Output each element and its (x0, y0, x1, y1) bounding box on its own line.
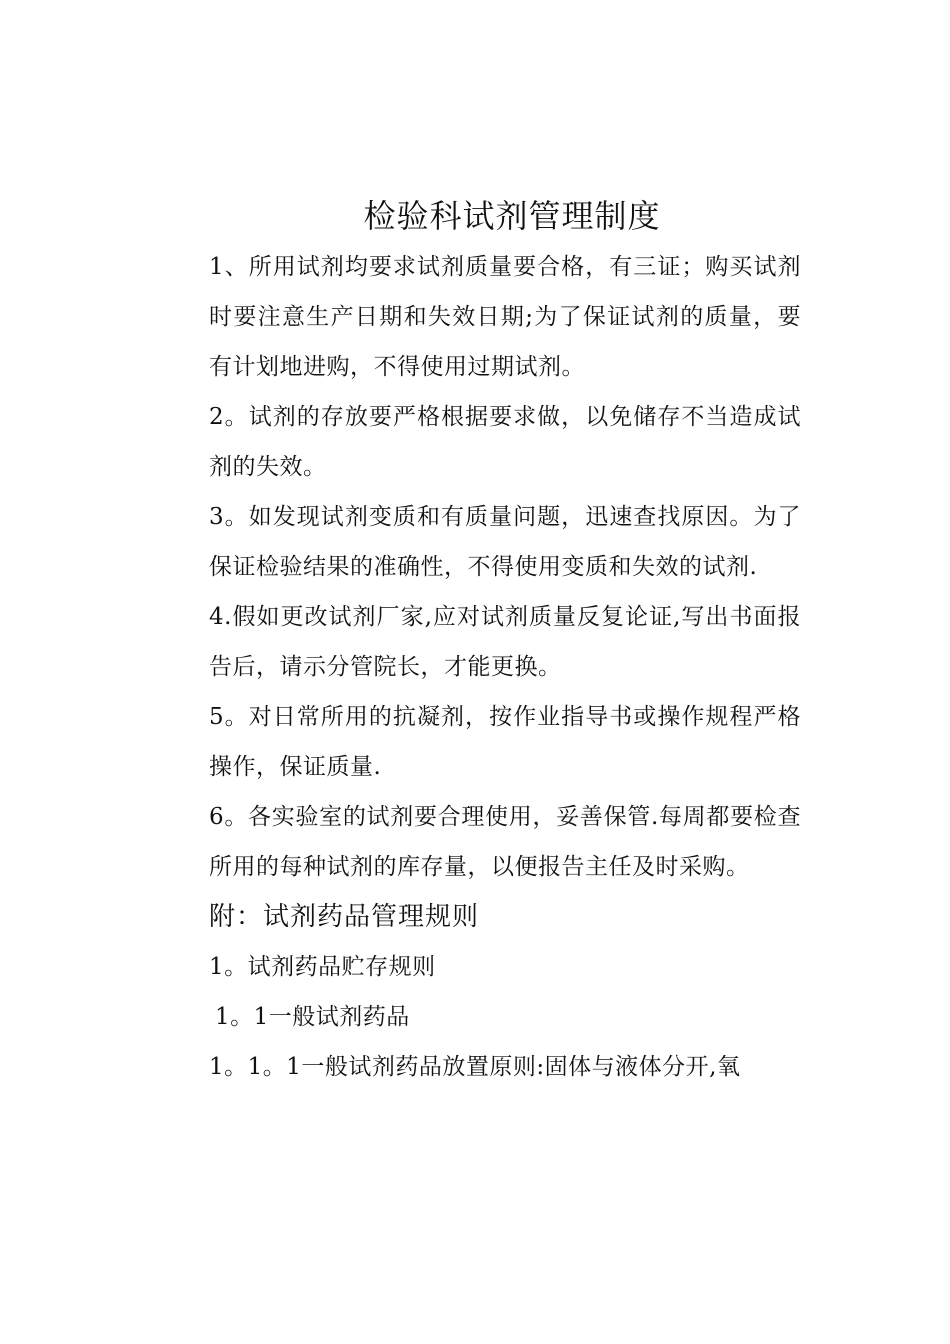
document-title: 检验科试剂管理制度 (363, 197, 661, 235)
paragraph-3: 3。如发现试剂变质和有质量问题，迅速查找原因。为了保证检验结果的准确性，不得使用变质和失效的试剂. (209, 504, 801, 580)
paragraph-4: 4.假如更改试剂厂家,应对试剂质量反复论证,写出书面报告后，请示分管院长，才能更换。 (209, 604, 801, 680)
appendix-title: 附：试剂药品管理规则 (209, 902, 480, 932)
document-page (209, 192, 801, 1092)
appendix-item-1: 1。试剂药品贮存规则 (209, 954, 436, 980)
paragraph-1: 1、所用试剂均要求试剂质量要合格，有三证；购买试剂时要注意生产日期和失效日期;为了保证试剂的质量，要有计划地进购，不得使用过期试剂。 (209, 254, 801, 380)
appendix-item-1-1-1: 1。1。1一般试剂药品放置原则:固体与液体分开,氧 (209, 1054, 741, 1080)
appendix-item-1-1: 1。1一般试剂药品 (215, 1004, 410, 1030)
paragraph-2: 2。试剂的存放要严格根据要求做，以免储存不当造成试剂的失效。 (209, 404, 801, 480)
paragraph-6: 6。各实验室的试剂要合理使用，妥善保管.每周都要检查所用的每种试剂的库存量，以便报告主任及时采购。 (209, 804, 801, 880)
paragraph-5: 5。对日常所用的抗凝剂，按作业指导书或操作规程严格操作，保证质量. (209, 704, 801, 780)
